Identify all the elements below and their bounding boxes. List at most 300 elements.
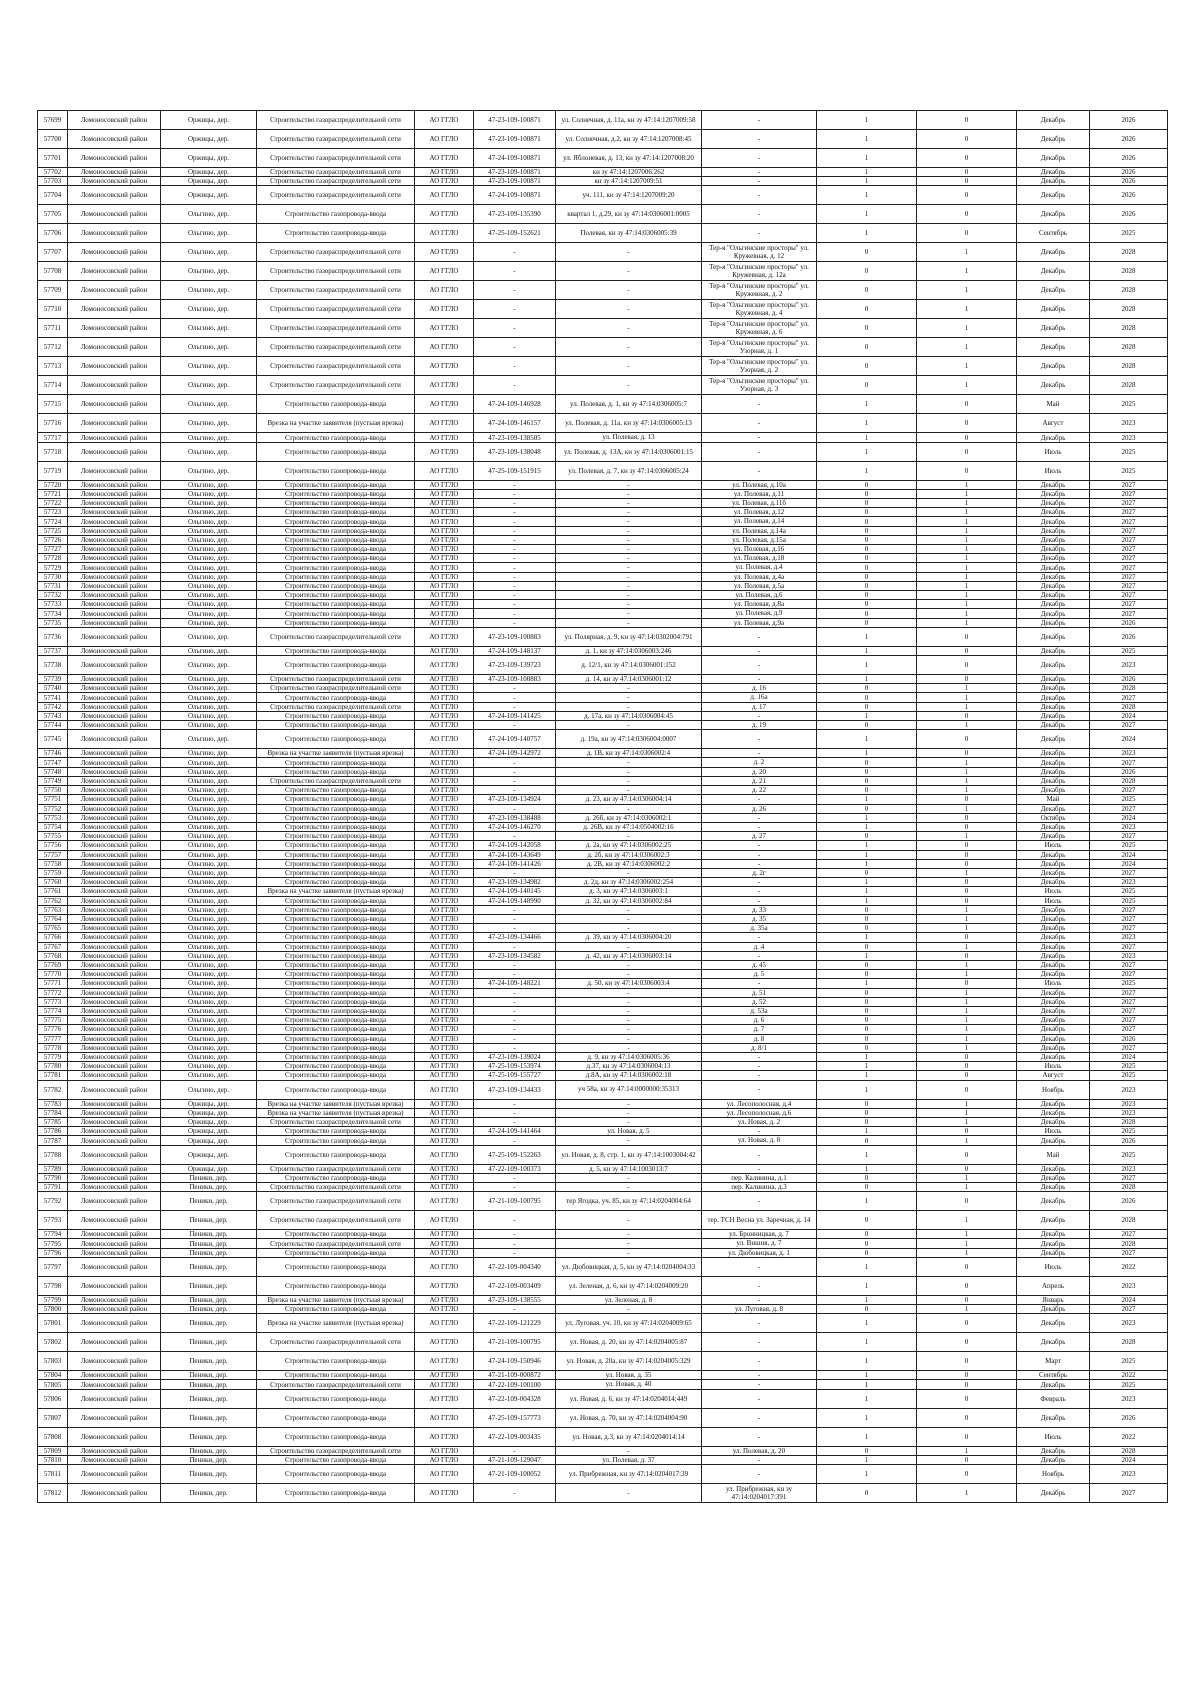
count-contract-cell: 0 bbox=[817, 786, 917, 795]
district-cell: Ломоносовский район bbox=[68, 905, 161, 914]
row-number-cell: 57802 bbox=[38, 1333, 68, 1352]
application-number-cell: - bbox=[474, 721, 556, 730]
count-contract-cell: 0 bbox=[817, 776, 917, 785]
address-cadastral-cell: д. 1В, кн зу 47:14:0306002:4 bbox=[556, 749, 702, 758]
application-number-cell: 47-24-109-146157 bbox=[474, 414, 556, 433]
row-number-cell: 57701 bbox=[38, 149, 68, 168]
settlement-cell: Ольгино, дер. bbox=[161, 693, 257, 702]
organization-cell: АО ГГЛО bbox=[415, 721, 474, 730]
district-cell: Ломоносовский район bbox=[68, 627, 161, 646]
settlement-cell: Ольгино, дер. bbox=[161, 878, 257, 887]
address-cadastral-cell: ул. Новая, д. 6, кн зу 47:14:0204014:449 bbox=[556, 1389, 702, 1408]
count-contract-cell: 1 bbox=[817, 813, 917, 822]
month-cell: Март bbox=[1017, 1352, 1090, 1371]
address-cadastral-cell: - bbox=[556, 591, 702, 600]
settlement-cell: Ольгино, дер. bbox=[161, 684, 257, 693]
row-number-cell: 57762 bbox=[38, 896, 68, 905]
settlement-cell: Ольгино, дер. bbox=[161, 786, 257, 795]
application-number-cell: 47-25-109-157773 bbox=[474, 1408, 556, 1427]
year-cell: 2028 bbox=[1090, 1118, 1168, 1127]
month-cell: Ноябрь bbox=[1017, 1080, 1090, 1099]
work-type-cell: Строительство газопровода-ввода bbox=[257, 711, 415, 720]
row-number-cell: 57794 bbox=[38, 1230, 68, 1239]
address-planned-cell: - bbox=[702, 1314, 817, 1333]
month-cell: Декабрь bbox=[1017, 684, 1090, 693]
count-contract-cell: 0 bbox=[817, 517, 917, 526]
district-cell: Ломоносовский район bbox=[68, 1314, 161, 1333]
district-cell: Ломоносовский район bbox=[68, 675, 161, 684]
table-row bbox=[38, 1211, 1168, 1230]
table-row bbox=[38, 1276, 1168, 1295]
settlement-cell: Ольгино, дер. bbox=[161, 951, 257, 960]
application-number-cell: - bbox=[474, 868, 556, 877]
table-row bbox=[38, 1099, 1168, 1108]
organization-cell: АО ГГЛО bbox=[415, 1099, 474, 1108]
address-cadastral-cell: - bbox=[556, 1043, 702, 1052]
work-type-cell: Строительство газопровода-ввода bbox=[257, 1052, 415, 1061]
work-type-cell: Строительство газопровода-ввода bbox=[257, 813, 415, 822]
application-number-cell: 47-25-109-153974 bbox=[474, 1062, 556, 1071]
table-row bbox=[38, 1016, 1168, 1025]
count-contract-cell: 0 bbox=[817, 970, 917, 979]
address-planned-cell: - bbox=[702, 186, 817, 205]
row-number-cell: 57777 bbox=[38, 1034, 68, 1043]
application-number-cell: - bbox=[474, 600, 556, 609]
district-cell: Ломоносовский район bbox=[68, 535, 161, 544]
application-number-cell: - bbox=[474, 1108, 556, 1117]
count-contract-cell: 1 bbox=[817, 168, 917, 177]
organization-cell: АО ГГЛО bbox=[415, 1230, 474, 1239]
address-planned-cell: д. 8 bbox=[702, 1034, 817, 1043]
address-planned-cell: - bbox=[702, 859, 817, 868]
address-cadastral-cell: д. 14, кн зу 47:14:0306001:12 bbox=[556, 675, 702, 684]
district-cell: Ломоносовский район bbox=[68, 545, 161, 554]
address-cadastral-cell: д. 32, кн зу 47:14:0306002:84 bbox=[556, 896, 702, 905]
row-number-cell: 57743 bbox=[38, 711, 68, 720]
address-planned-cell: д. 53а bbox=[702, 1006, 817, 1015]
application-number-cell: - bbox=[474, 1305, 556, 1314]
row-number-cell: 57707 bbox=[38, 243, 68, 262]
year-cell: 2028 bbox=[1090, 262, 1168, 281]
month-cell: Декабрь bbox=[1017, 581, 1090, 590]
address-cadastral-cell: - bbox=[556, 786, 702, 795]
count-contract-cell: 0 bbox=[817, 721, 917, 730]
table-row bbox=[38, 841, 1168, 850]
address-planned-cell: - bbox=[702, 1371, 817, 1380]
address-planned-cell: ул. Полевая, д.12 bbox=[702, 508, 817, 517]
count-contract-cell: 0 bbox=[817, 581, 917, 590]
settlement-cell: Оржицы, дер. bbox=[161, 1108, 257, 1117]
organization-cell: АО ГГЛО bbox=[415, 1118, 474, 1127]
organization-cell: АО ГГЛО bbox=[415, 130, 474, 149]
month-cell: Декабрь bbox=[1017, 177, 1090, 186]
count-planned-cell: 0 bbox=[917, 1380, 1017, 1389]
organization-cell: АО ГГЛО bbox=[415, 1192, 474, 1211]
count-contract-cell: 0 bbox=[817, 758, 917, 767]
table-row bbox=[38, 1025, 1168, 1034]
row-number-cell: 57761 bbox=[38, 887, 68, 896]
count-contract-cell: 1 bbox=[817, 749, 917, 758]
settlement-cell: Пеники, дер. bbox=[161, 1211, 257, 1230]
year-cell: 2024 bbox=[1090, 859, 1168, 868]
settlement-cell: Пеники, дер. bbox=[161, 1371, 257, 1380]
settlement-cell: Ольгино, дер. bbox=[161, 563, 257, 572]
address-cadastral-cell: - bbox=[556, 1136, 702, 1145]
settlement-cell: Пеники, дер. bbox=[161, 1248, 257, 1257]
organization-cell: АО ГГЛО bbox=[415, 656, 474, 675]
district-cell: Ломоносовский район bbox=[68, 1257, 161, 1276]
table-row bbox=[38, 499, 1168, 508]
month-cell: Декабрь bbox=[1017, 758, 1090, 767]
settlement-cell: Ольгино, дер. bbox=[161, 970, 257, 979]
count-planned-cell: 0 bbox=[917, 813, 1017, 822]
organization-cell: АО ГГЛО bbox=[415, 357, 474, 376]
gas-connection-table bbox=[37, 110, 1168, 1503]
district-cell: Ломоносовский район bbox=[68, 646, 161, 655]
application-number-cell: - bbox=[474, 1484, 556, 1503]
count-planned-cell: 0 bbox=[917, 1071, 1017, 1080]
count-planned-cell: 1 bbox=[917, 563, 1017, 572]
month-cell: Июль bbox=[1017, 1427, 1090, 1446]
application-number-cell: - bbox=[474, 319, 556, 338]
application-number-cell: - bbox=[474, 262, 556, 281]
organization-cell: АО ГГЛО bbox=[415, 489, 474, 498]
count-planned-cell: 1 bbox=[917, 262, 1017, 281]
district-cell: Ломоносовский район bbox=[68, 1025, 161, 1034]
count-planned-cell: 1 bbox=[917, 1248, 1017, 1257]
year-cell: 2026 bbox=[1090, 149, 1168, 168]
settlement-cell: Ольгино, дер. bbox=[161, 600, 257, 609]
work-type-cell: Строительство газопровода-ввода bbox=[257, 1465, 415, 1484]
year-cell: 2024 bbox=[1090, 1455, 1168, 1464]
table-row bbox=[38, 168, 1168, 177]
work-type-cell: Строительство газопровода-ввода bbox=[257, 933, 415, 942]
month-cell: Май bbox=[1017, 1145, 1090, 1164]
work-type-cell: Строительство газопровода-ввода bbox=[257, 600, 415, 609]
year-cell: 2026 bbox=[1090, 627, 1168, 646]
settlement-cell: Оржицы, дер. bbox=[161, 111, 257, 130]
address-cadastral-cell: - bbox=[556, 721, 702, 730]
year-cell: 2023 bbox=[1090, 433, 1168, 442]
row-number-cell: 57810 bbox=[38, 1455, 68, 1464]
count-planned-cell: 0 bbox=[917, 1164, 1017, 1173]
table-row bbox=[38, 1052, 1168, 1061]
year-cell: 2023 bbox=[1090, 749, 1168, 758]
address-planned-cell: - bbox=[702, 878, 817, 887]
settlement-cell: Пеники, дер. bbox=[161, 1427, 257, 1446]
year-cell: 2025 bbox=[1090, 841, 1168, 850]
row-number-cell: 57812 bbox=[38, 1484, 68, 1503]
organization-cell: АО ГГЛО bbox=[415, 675, 474, 684]
address-cadastral-cell: - bbox=[556, 684, 702, 693]
month-cell: Июль bbox=[1017, 979, 1090, 988]
month-cell: Октябрь bbox=[1017, 813, 1090, 822]
address-planned-cell: д. 17 bbox=[702, 702, 817, 711]
address-planned-cell: ул. Полевая, д.4а bbox=[702, 572, 817, 581]
table-row bbox=[38, 177, 1168, 186]
count-contract-cell: 1 bbox=[817, 646, 917, 655]
table-row bbox=[38, 489, 1168, 498]
address-cadastral-cell: ул. Новая, д. 20, кн зу 47:14:0204005:87 bbox=[556, 1333, 702, 1352]
count-planned-cell: 0 bbox=[917, 711, 1017, 720]
settlement-cell: Ольгино, дер. bbox=[161, 281, 257, 300]
count-planned-cell: 0 bbox=[917, 1455, 1017, 1464]
address-planned-cell: - bbox=[702, 205, 817, 224]
month-cell: Сентябрь bbox=[1017, 224, 1090, 243]
address-planned-cell: д. 8/1 bbox=[702, 1043, 817, 1052]
organization-cell: АО ГГЛО bbox=[415, 850, 474, 859]
row-number-cell: 57745 bbox=[38, 730, 68, 749]
district-cell: Ломоносовский район bbox=[68, 951, 161, 960]
count-contract-cell: 0 bbox=[817, 960, 917, 969]
district-cell: Ломоносовский район bbox=[68, 1333, 161, 1352]
month-cell: Декабрь bbox=[1017, 1380, 1090, 1389]
address-cadastral-cell: ул. Полевая, д. 7, кн зу 47:14:0306005:24 bbox=[556, 461, 702, 480]
settlement-cell: Ольгино, дер. bbox=[161, 859, 257, 868]
settlement-cell: Оржицы, дер. bbox=[161, 1164, 257, 1173]
count-contract-cell: 0 bbox=[817, 281, 917, 300]
count-planned-cell: 1 bbox=[917, 600, 1017, 609]
organization-cell: АО ГГЛО bbox=[415, 442, 474, 461]
count-planned-cell: 1 bbox=[917, 1034, 1017, 1043]
district-cell: Ломоносовский район bbox=[68, 933, 161, 942]
row-number-cell: 57702 bbox=[38, 168, 68, 177]
organization-cell: АО ГГЛО bbox=[415, 997, 474, 1006]
organization-cell: АО ГГЛО bbox=[415, 914, 474, 923]
application-number-cell: 47-23-109-139024 bbox=[474, 1052, 556, 1061]
month-cell: Июль bbox=[1017, 887, 1090, 896]
table-row bbox=[38, 1305, 1168, 1314]
district-cell: Ломоносовский район bbox=[68, 1352, 161, 1371]
work-type-cell: Строительство газопровода-ввода bbox=[257, 767, 415, 776]
address-planned-cell: д. 26 bbox=[702, 804, 817, 813]
district-cell: Ломоносовский район bbox=[68, 1408, 161, 1427]
count-planned-cell: 0 bbox=[917, 675, 1017, 684]
count-contract-cell: 1 bbox=[817, 205, 917, 224]
table-row bbox=[38, 1108, 1168, 1117]
address-cadastral-cell: - bbox=[556, 600, 702, 609]
address-planned-cell: - bbox=[702, 850, 817, 859]
settlement-cell: Ольгино, дер. bbox=[161, 581, 257, 590]
month-cell: Декабрь bbox=[1017, 646, 1090, 655]
address-planned-cell: ул. Полевая, д.10а bbox=[702, 480, 817, 489]
settlement-cell: Ольгино, дер. bbox=[161, 535, 257, 544]
count-planned-cell: 1 bbox=[917, 1016, 1017, 1025]
month-cell: Декабрь bbox=[1017, 205, 1090, 224]
organization-cell: АО ГГЛО bbox=[415, 970, 474, 979]
row-number-cell: 57717 bbox=[38, 433, 68, 442]
district-cell: Ломоносовский район bbox=[68, 813, 161, 822]
table-row bbox=[38, 721, 1168, 730]
settlement-cell: Оржицы, дер. bbox=[161, 130, 257, 149]
address-cadastral-cell: д. 12/1, кн зу 47:14:0306001:152 bbox=[556, 656, 702, 675]
table-row bbox=[38, 1389, 1168, 1408]
application-number-cell: 47-23-109-134466 bbox=[474, 933, 556, 942]
application-number-cell: - bbox=[474, 243, 556, 262]
organization-cell: АО ГГЛО bbox=[415, 563, 474, 572]
count-contract-cell: 1 bbox=[817, 850, 917, 859]
table-row bbox=[38, 1455, 1168, 1464]
address-cadastral-cell: ул. Дюбовицкая, д. 5, кн зу 47:14:0204004:33 bbox=[556, 1257, 702, 1276]
year-cell: 2025 bbox=[1090, 1062, 1168, 1071]
count-planned-cell: 0 bbox=[917, 1062, 1017, 1071]
address-planned-cell: Тер-я "Ольгинские просторы" ул. Узорная, д. 1 bbox=[702, 338, 817, 357]
application-number-cell: 47-25-109-152263 bbox=[474, 1145, 556, 1164]
district-cell: Ломоносовский район bbox=[68, 1446, 161, 1455]
address-planned-cell: ул. Новая, д. 2 bbox=[702, 1118, 817, 1127]
work-type-cell: Врезка на участке заявителя (пустыая врезка) bbox=[257, 1108, 415, 1117]
work-type-cell: Строительство газопровода-ввода bbox=[257, 951, 415, 960]
table-row bbox=[38, 1371, 1168, 1380]
month-cell: Декабрь bbox=[1017, 262, 1090, 281]
application-number-cell: 47-21-109-000872 bbox=[474, 1371, 556, 1380]
address-planned-cell: д. 5 bbox=[702, 970, 817, 979]
month-cell: Декабрь bbox=[1017, 186, 1090, 205]
district-cell: Ломоносовский район bbox=[68, 896, 161, 905]
settlement-cell: Пеники, дер. bbox=[161, 1484, 257, 1503]
year-cell: 2027 bbox=[1090, 988, 1168, 997]
organization-cell: АО ГГЛО bbox=[415, 499, 474, 508]
table-row bbox=[38, 896, 1168, 905]
address-cadastral-cell: - bbox=[556, 563, 702, 572]
row-number-cell: 57699 bbox=[38, 111, 68, 130]
address-planned-cell: - bbox=[702, 822, 817, 831]
address-cadastral-cell: - bbox=[556, 517, 702, 526]
count-contract-cell: 0 bbox=[817, 545, 917, 554]
application-number-cell: - bbox=[474, 914, 556, 923]
application-number-cell: 47-23-109-100871 bbox=[474, 111, 556, 130]
work-type-cell: Строительство газораспределительной сети bbox=[257, 1446, 415, 1455]
application-number-cell: - bbox=[474, 804, 556, 813]
month-cell: Декабрь bbox=[1017, 1230, 1090, 1239]
district-cell: Ломоносовский район bbox=[68, 804, 161, 813]
application-number-cell: 47-23-109-138048 bbox=[474, 442, 556, 461]
work-type-cell: Врезка на участке заявителя (пустыая врезка) bbox=[257, 1099, 415, 1108]
organization-cell: АО ГГЛО bbox=[415, 1183, 474, 1192]
district-cell: Ломоносовский район bbox=[68, 442, 161, 461]
settlement-cell: Ольгино, дер. bbox=[161, 300, 257, 319]
application-number-cell: 47-23-109-134982 bbox=[474, 878, 556, 887]
district-cell: Ломоносовский район bbox=[68, 395, 161, 414]
row-number-cell: 57705 bbox=[38, 205, 68, 224]
year-cell: 2022 bbox=[1090, 1257, 1168, 1276]
month-cell: Июль bbox=[1017, 1257, 1090, 1276]
row-number-cell: 57784 bbox=[38, 1108, 68, 1117]
row-number-cell: 57725 bbox=[38, 526, 68, 535]
month-cell: Декабрь bbox=[1017, 1305, 1090, 1314]
count-contract-cell: 0 bbox=[817, 1239, 917, 1248]
row-number-cell: 57808 bbox=[38, 1427, 68, 1446]
organization-cell: АО ГГЛО bbox=[415, 1071, 474, 1080]
row-number-cell: 57795 bbox=[38, 1239, 68, 1248]
settlement-cell: Ольгино, дер. bbox=[161, 1025, 257, 1034]
district-cell: Ломоносовский район bbox=[68, 618, 161, 627]
row-number-cell: 57710 bbox=[38, 300, 68, 319]
count-planned-cell: 1 bbox=[917, 319, 1017, 338]
count-planned-cell: 1 bbox=[917, 526, 1017, 535]
month-cell: Декабрь bbox=[1017, 1183, 1090, 1192]
table-row bbox=[38, 517, 1168, 526]
district-cell: Ломоносовский район bbox=[68, 554, 161, 563]
row-number-cell: 57736 bbox=[38, 627, 68, 646]
address-cadastral-cell: д. 42, кн зу 47:14:0306003:14 bbox=[556, 951, 702, 960]
table-row bbox=[38, 205, 1168, 224]
district-cell: Ломоносовский район bbox=[68, 1276, 161, 1295]
address-planned-cell: ул. Луговая, д. 8 bbox=[702, 1305, 817, 1314]
count-planned-cell: 0 bbox=[917, 177, 1017, 186]
year-cell: 2027 bbox=[1090, 572, 1168, 581]
count-contract-cell: 0 bbox=[817, 1446, 917, 1455]
application-number-cell: - bbox=[474, 357, 556, 376]
address-cadastral-cell: - bbox=[556, 357, 702, 376]
month-cell: Декабрь bbox=[1017, 1052, 1090, 1061]
year-cell: 2028 bbox=[1090, 702, 1168, 711]
year-cell: 2024 bbox=[1090, 813, 1168, 822]
year-cell: 2027 bbox=[1090, 804, 1168, 813]
year-cell: 2025 bbox=[1090, 646, 1168, 655]
month-cell: Декабрь bbox=[1017, 711, 1090, 720]
district-cell: Ломоносовский район bbox=[68, 563, 161, 572]
organization-cell: АО ГГЛО bbox=[415, 711, 474, 720]
district-cell: Ломоносовский район bbox=[68, 859, 161, 868]
table-row bbox=[38, 300, 1168, 319]
address-cadastral-cell: - bbox=[556, 1248, 702, 1257]
table-row bbox=[38, 933, 1168, 942]
work-type-cell: Строительство газораспределительной сети bbox=[257, 357, 415, 376]
year-cell: 2027 bbox=[1090, 591, 1168, 600]
work-type-cell: Строительство газопровода-ввода bbox=[257, 646, 415, 655]
table-row bbox=[38, 1118, 1168, 1127]
year-cell: 2027 bbox=[1090, 1305, 1168, 1314]
settlement-cell: Ольгино, дер. bbox=[161, 905, 257, 914]
year-cell: 2025 bbox=[1090, 896, 1168, 905]
application-number-cell: 47-22-109-004340 bbox=[474, 1257, 556, 1276]
count-contract-cell: 1 bbox=[817, 1371, 917, 1380]
address-planned-cell: - bbox=[702, 442, 817, 461]
work-type-cell: Строительство газопровода-ввода bbox=[257, 721, 415, 730]
count-contract-cell: 0 bbox=[817, 1034, 917, 1043]
district-cell: Ломоносовский район bbox=[68, 1389, 161, 1408]
count-planned-cell: 1 bbox=[917, 480, 1017, 489]
application-number-cell: - bbox=[474, 1446, 556, 1455]
year-cell: 2023 bbox=[1090, 1465, 1168, 1484]
organization-cell: АО ГГЛО bbox=[415, 684, 474, 693]
district-cell: Ломоносовский район bbox=[68, 1465, 161, 1484]
work-type-cell: Строительство газопровода-ввода bbox=[257, 758, 415, 767]
count-planned-cell: 0 bbox=[917, 1389, 1017, 1408]
row-number-cell: 57758 bbox=[38, 859, 68, 868]
row-number-cell: 57709 bbox=[38, 281, 68, 300]
organization-cell: АО ГГЛО bbox=[415, 1239, 474, 1248]
application-number-cell: 47-24-109-141425 bbox=[474, 711, 556, 720]
work-type-cell: Строительство газопровода-ввода bbox=[257, 1276, 415, 1295]
application-number-cell: - bbox=[474, 786, 556, 795]
month-cell: Декабрь bbox=[1017, 319, 1090, 338]
table-row bbox=[38, 627, 1168, 646]
table-row bbox=[38, 776, 1168, 785]
month-cell: Декабрь bbox=[1017, 988, 1090, 997]
district-cell: Ломоносовский район bbox=[68, 1145, 161, 1164]
count-contract-cell: 0 bbox=[817, 1016, 917, 1025]
application-number-cell: - bbox=[474, 545, 556, 554]
address-planned-cell: ул. Полевая, д.6 bbox=[702, 591, 817, 600]
row-number-cell: 57722 bbox=[38, 499, 68, 508]
table-row bbox=[38, 1127, 1168, 1136]
count-contract-cell: 0 bbox=[817, 988, 917, 997]
count-planned-cell: 1 bbox=[917, 721, 1017, 730]
count-planned-cell: 0 bbox=[917, 1080, 1017, 1099]
work-type-cell: Строительство газопровода-ввода bbox=[257, 526, 415, 535]
